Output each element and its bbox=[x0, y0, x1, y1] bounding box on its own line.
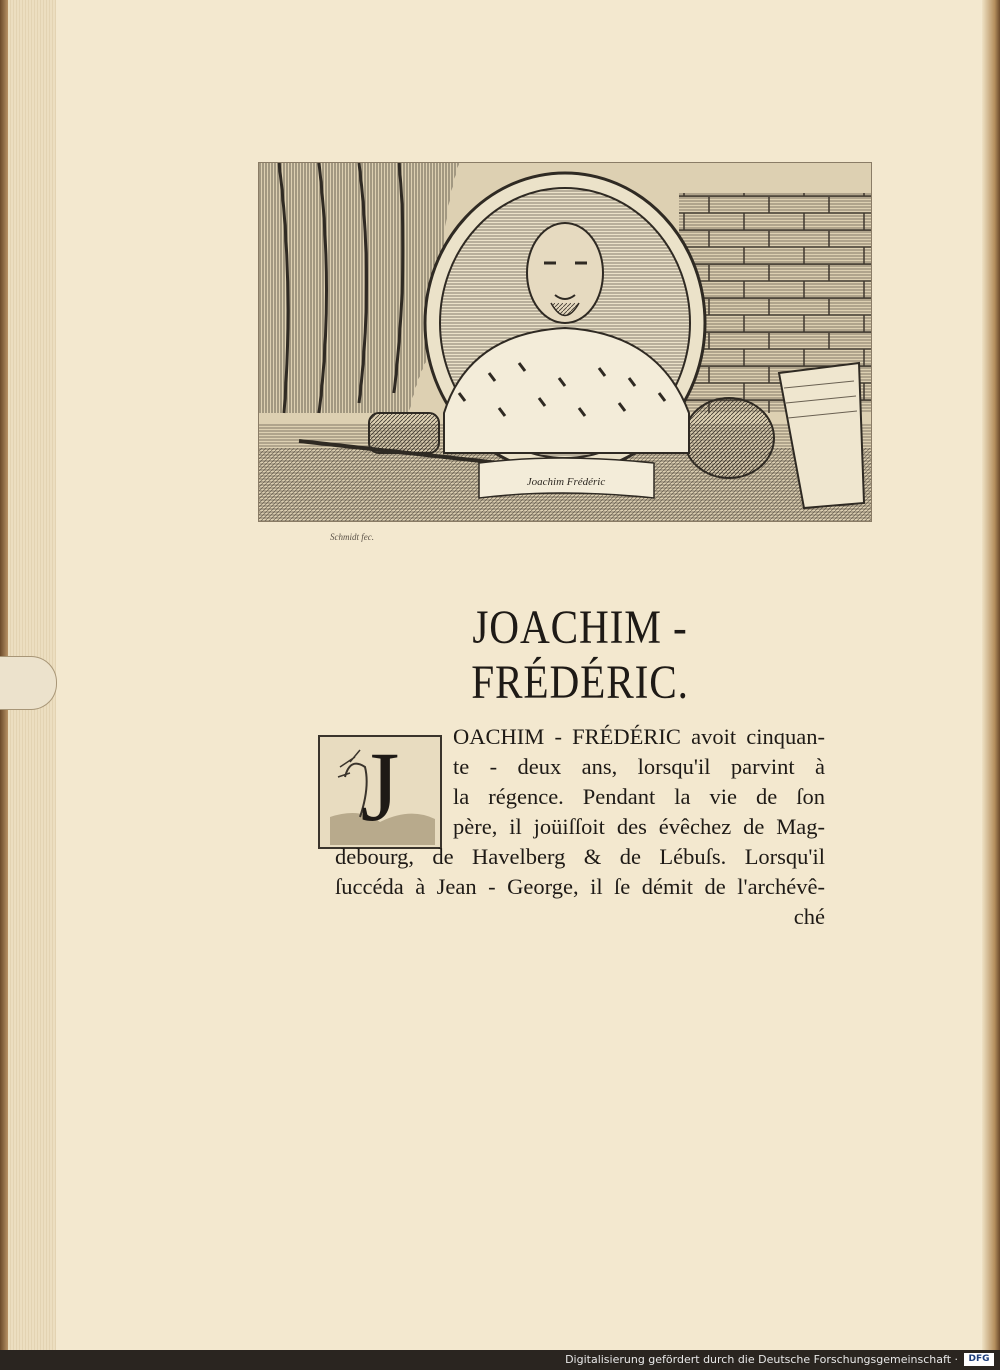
portrait-engraving bbox=[258, 162, 872, 522]
body-text bbox=[335, 722, 825, 932]
bookmark-tab bbox=[0, 656, 57, 710]
dfg-logo-icon[interactable]: DFG bbox=[964, 1353, 994, 1366]
text-line: ſuccéda à Jean - George, il ſe démit de l'archévê- bbox=[335, 874, 825, 899]
text-line: la régence. Pendant la vie de ſon bbox=[453, 784, 825, 809]
text-line: debourg, de Havelberg & de Lébuſs. Lorsqu'il bbox=[335, 844, 825, 869]
engraver-signature: Schmidt fec. bbox=[330, 532, 374, 542]
engraving-illustration bbox=[259, 163, 871, 521]
text-line: père, il joüiſſoit des évêchez de Mag- bbox=[453, 814, 825, 839]
text-line-catchword: ché bbox=[793, 904, 825, 929]
footer-credit: Digitalisierung gefördert durch die Deutsche Forschungsgemeinschaft · bbox=[565, 1353, 958, 1366]
engraving-caption: Joachim Frédéric bbox=[526, 476, 606, 488]
book-gutter bbox=[982, 0, 1000, 1350]
drop-cap-letter: J bbox=[360, 731, 400, 842]
text-line: OACHIM - FRÉDÉRIC avoit cinquan- bbox=[453, 724, 825, 749]
page-title: JOACHIM - FRÉDÉRIC. bbox=[471, 601, 689, 709]
text-line: te - deux ans, lorsqu'il parvint à bbox=[453, 754, 825, 779]
footer-bar bbox=[0, 1350, 1000, 1370]
